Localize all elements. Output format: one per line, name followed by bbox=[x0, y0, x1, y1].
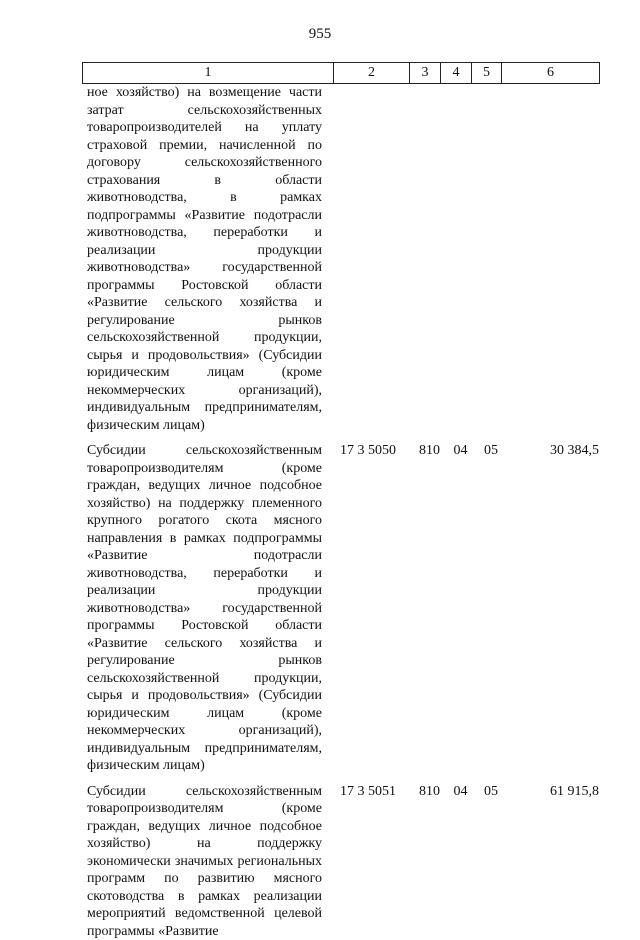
table-row bbox=[87, 783, 600, 940]
header-col-4: 4 bbox=[441, 63, 472, 83]
header-col-2: 2 bbox=[334, 63, 410, 83]
row-section: 04 bbox=[445, 783, 476, 801]
page-number: 955 bbox=[0, 26, 640, 43]
row-amount: 30 384,5 bbox=[506, 442, 600, 460]
row-section: 04 bbox=[445, 442, 476, 460]
row-description: Субсидии сельскохозяйственным товаропроизводителям (кроме граждан, ведущих личное подсобное хозяйство) на поддержку экономически значимых региональных программ по развитию мясного скотоводства в рамках реализации мероприятий ведомственной целевой программы «Развитие bbox=[87, 783, 322, 940]
budget-table-body bbox=[87, 84, 600, 940]
row-expense-type: 810 bbox=[414, 442, 445, 460]
header-col-5: 5 bbox=[472, 63, 502, 83]
table-header bbox=[82, 62, 600, 84]
header-col-3: 3 bbox=[410, 63, 441, 83]
header-col-6: 6 bbox=[502, 63, 599, 83]
row-description: Субсидии сельскохозяйственным товаропроизводителям (кроме граждан, ведущих личное подсобное хозяйство) на поддержку племенного крупного рогатого скота мясного направления в рамках подпрограммы «Развитие подотрасли животноводства, переработки и реализации продукции животноводства» государственной программы Ростовской области «Развитие сельского хозяйства и регулирование рынков сельскохозяйственной продукции, сырья и продовольствия» (Субсидии юридическим лицам (кроме некоммерческих организаций), индивидуальным предпринимателям, физическим лицам) bbox=[87, 442, 322, 775]
row-target-code: 17 3 5051 bbox=[322, 783, 414, 801]
row-amount: 61 915,8 bbox=[506, 783, 600, 801]
row-target-code: 17 3 5050 bbox=[322, 442, 414, 460]
row-description: ное хозяйство) на возмещение части затрат сельскохозяйственных товаропроизводителей на уплату страховой премии, начисленной по договору сельскохозяйственного страхования в области животноводства, в рамках подпрограммы «Развитие подотрасли животноводства, переработки и реализации продукции животноводства» государственной программы Ростовской области «Развитие сельского хозяйства и регулирование рынков сельскохозяйственной продукции, сырья и продовольствия» (Субсидии юридическим лицам (кроме некоммерческих организаций), индивидуальным предпринимателям, физическим лицам) bbox=[87, 84, 322, 434]
row-subsection: 05 bbox=[476, 783, 506, 801]
header-col-1: 1 bbox=[83, 63, 334, 83]
row-subsection: 05 bbox=[476, 442, 506, 460]
row-expense-type: 810 bbox=[414, 783, 445, 801]
table-row bbox=[87, 442, 600, 775]
table-row bbox=[87, 84, 600, 434]
